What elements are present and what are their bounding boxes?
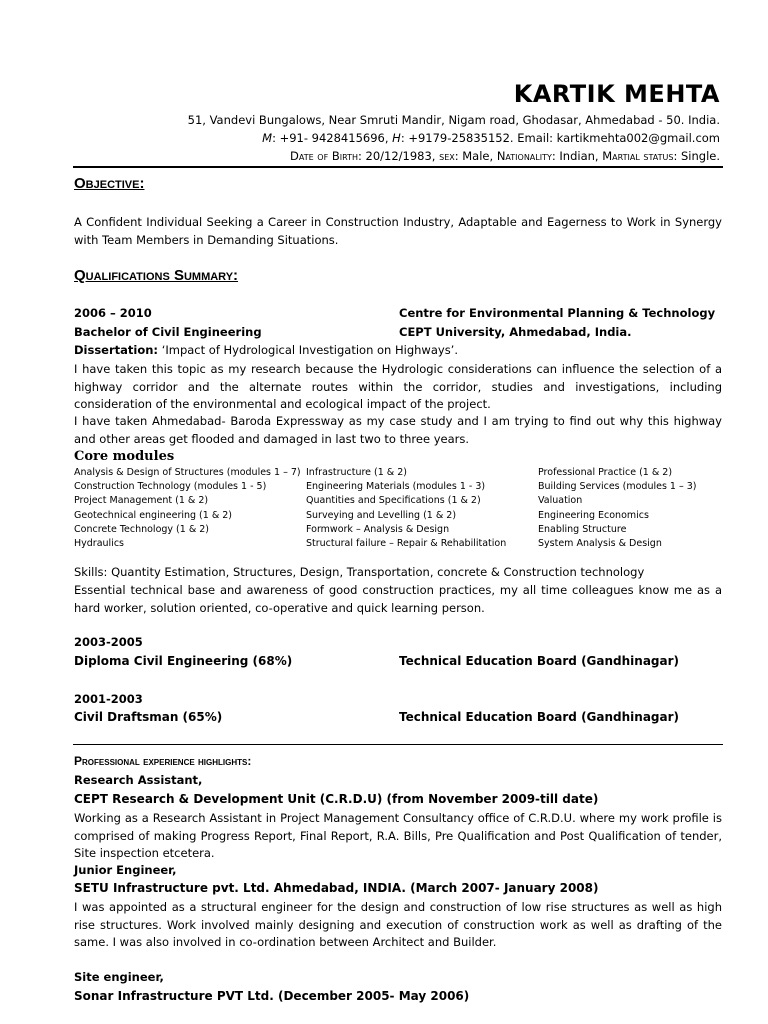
- dob-value: : 20/12/1983,: [357, 149, 440, 163]
- module-item: System Analysis & Design: [538, 538, 662, 550]
- degree-institution: Centre for Environmental Planning & Technology: [399, 306, 716, 320]
- module-item: Concrete Technology (1 & 2): [74, 523, 210, 535]
- home-label: H: [392, 131, 401, 145]
- draftsman-title: Civil Draftsman (65%): [74, 710, 223, 724]
- mobile-label: M: [262, 131, 273, 145]
- contact-line: [262, 129, 720, 147]
- draftsman-years: 2001-2003: [74, 692, 143, 706]
- module-item: Hydraulics: [74, 538, 124, 550]
- home-and-email-value: : +9179-25835152. Email: kartikmehta002@gmail.com: [400, 131, 720, 145]
- module-item: Engineering Materials (modules 1 - 3): [306, 481, 486, 493]
- dissertation-para-2: I have taken Ahmedabad- Baroda Expressway as my case study and I am trying to find out why this highway and other areas get flooded and damaged in last two to three years.: [74, 414, 722, 446]
- objective-text: A Confident Individual Seeking a Career in Construction Industry, Adaptable and Eagerness to Work in Synergy with Team Members in Demanding Situations.: [74, 215, 722, 247]
- experience-heading: Professional experience highlights:: [74, 754, 252, 768]
- dissertation-line: [74, 343, 458, 357]
- draftsman-board: Technical Education Board (Gandhinagar): [399, 710, 680, 724]
- module-item: Building Services (modules 1 – 3): [538, 481, 697, 493]
- sex-value: : Male,: [454, 149, 497, 163]
- candidate-name: KARTIK MEHTA: [513, 80, 720, 108]
- module-item: Enabling Structure: [538, 523, 627, 535]
- module-item: Engineering Economics: [538, 509, 649, 521]
- address-line: 51, Vandevi Bungalows, Near Smruti Mandir, Nigam road, Ghodasar, Ahmedabad - 50. India.: [187, 113, 720, 127]
- job3-role: Site engineer,: [74, 970, 164, 984]
- core-modules-col-3: [538, 466, 697, 551]
- job2-organization: SETU Infrastructure pvt. Ltd. Ahmedabad, INDIA. (March 2007- January 2008): [74, 881, 599, 895]
- dissertation-para-1: I have taken this topic as my research because the Hydrologic considerations can influence the selection of a highway corridor and the alternate routes within the corridor, studies and investigations, including consideration of the environmental and ecological impact of the project.: [74, 362, 722, 411]
- module-item: Analysis & Design of Structures (modules 1 – 7): [74, 467, 301, 478]
- dissertation-label: Dissertation:: [74, 343, 159, 357]
- core-modules-col-2: [306, 466, 506, 551]
- diploma-board: Technical Education Board (Gandhinagar): [399, 654, 680, 668]
- module-item: Surveying and Levelling (1 & 2): [306, 509, 457, 521]
- job1-description: Working as a Research Assistant in Project Management Consultancy office of C.R.D.U. where my work profile is comprised of making Progress Report, Final Report, R.A. Bills, Pre Qualification and Post Qualification of tender, Site inspection etcetera.: [74, 811, 722, 860]
- job3-organization: Sonar Infrastructure PVT Ltd. (December 2005- May 2006): [74, 989, 470, 1003]
- module-item: Structural failure – Repair & Rehabilitation: [306, 538, 507, 550]
- personal-details-line: [290, 147, 720, 165]
- nationality-value: : Indian,: [551, 149, 603, 163]
- module-item: Quantities and Specifications (1 & 2): [306, 495, 481, 507]
- marital-label: Martial status: [602, 149, 674, 163]
- degree-years: 2006 – 2010: [74, 306, 152, 320]
- diploma-title: Diploma Civil Engineering (68%): [74, 654, 293, 668]
- degree-title: Bachelor of Civil Engineering: [74, 325, 262, 339]
- module-item: Valuation: [538, 495, 583, 507]
- module-item: Formwork – Analysis & Design: [306, 523, 450, 535]
- diploma-years: 2003-2005: [74, 635, 143, 649]
- module-item: Project Management (1 & 2): [74, 495, 209, 507]
- job2-role: Junior Engineer,: [74, 863, 177, 877]
- nationality-label: Nationality: [496, 149, 552, 163]
- sex-label: sex: [439, 149, 455, 163]
- module-item: Infrastructure (1 & 2): [306, 467, 407, 478]
- qualifications-heading: Qualifications Summary:: [74, 267, 239, 284]
- dissertation-title: ‘Impact of Hydrological Investigation on Highways’.: [158, 343, 458, 357]
- job2-description: I was appointed as a structural engineer for the design and construction of low rise structures as well as high rise structures. Work involved mainly designing and execution of construction work as well as drafting of the same. I was also involved in co-ordination between Architect and Builder.: [74, 900, 722, 949]
- module-item: Geotechnical engineering (1 & 2): [74, 509, 233, 521]
- module-item: Construction Technology (modules 1 - 5): [74, 481, 267, 493]
- job1-role: Research Assistant,: [74, 773, 203, 787]
- degree-university: CEPT University, Ahmedabad, India.: [399, 325, 632, 339]
- core-modules-heading: Core modules: [74, 449, 175, 464]
- mobile-value: : +91- 9428415696,: [272, 131, 393, 145]
- core-modules-col-1: [74, 466, 301, 551]
- skills-line: Skills: Quantity Estimation, Structures, Design, Transportation, concrete & Construction technology: [74, 565, 645, 579]
- module-item: Professional Practice (1 & 2): [538, 467, 673, 478]
- marital-value: : Single.: [673, 149, 720, 163]
- job1-organization: CEPT Research & Development Unit (C.R.D.U) (from November 2009-till date): [74, 792, 599, 806]
- objective-heading: Objective:: [74, 175, 145, 192]
- skills-paragraph: Essential technical base and awareness of good construction practices, my all time colleagues know me as a hard worker, solution oriented, co-operative and quick learning person.: [74, 583, 722, 615]
- experience-divider: [73, 744, 723, 745]
- dob-label: Date of Birth: [289, 149, 358, 163]
- header-divider: [73, 166, 723, 168]
